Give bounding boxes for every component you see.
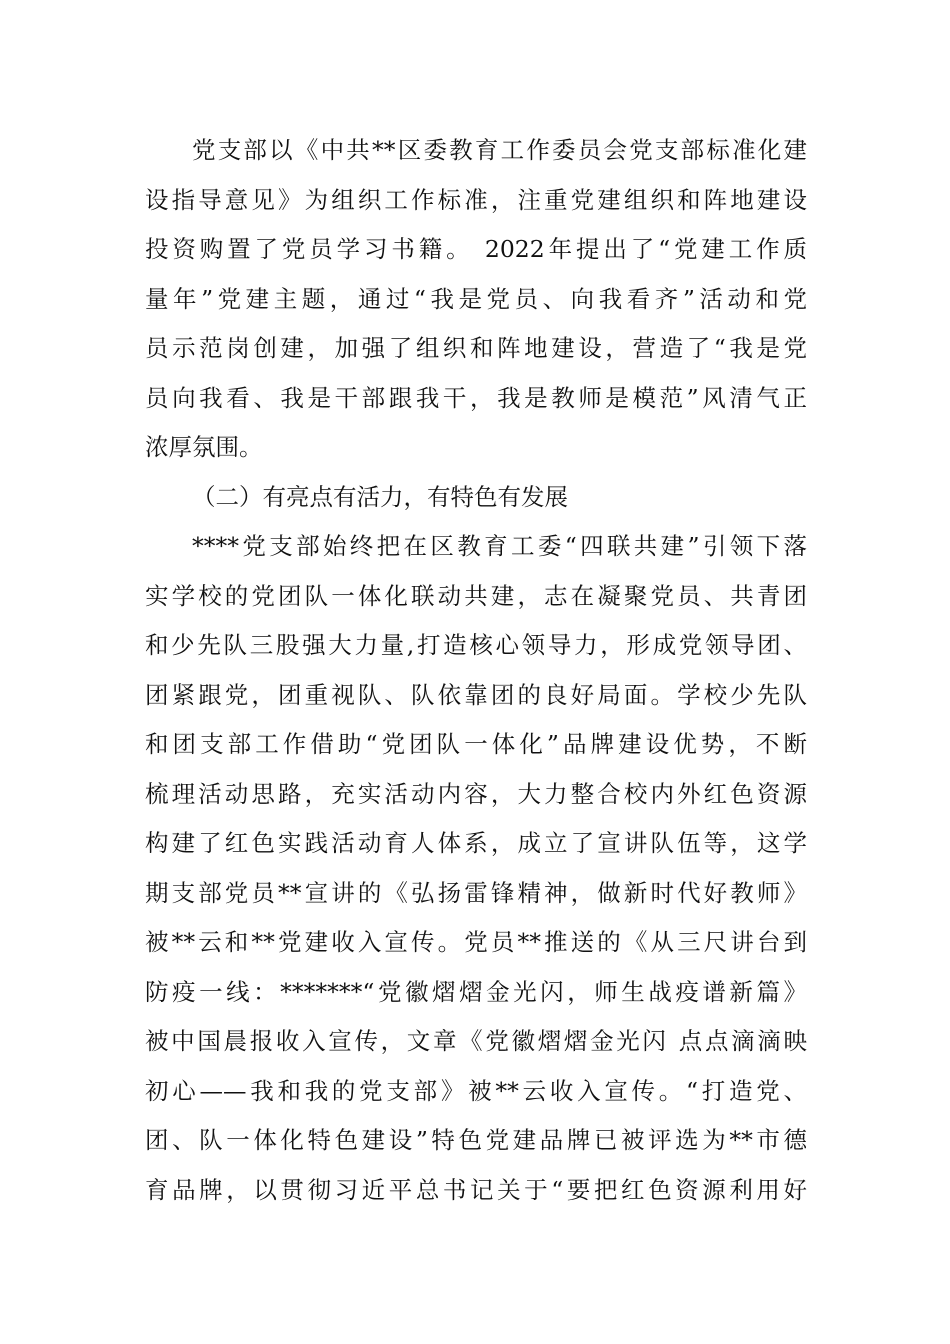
paragraph-2-line-3: 和少先队三股强大力量,打造核心领导力，形成党领导团、 [145, 631, 807, 659]
paragraph-2-line-14: 育品牌，以贯彻习近平总书记关于“要把红色资源利用好 [145, 1175, 807, 1204]
paragraph-2-line-13: 团、队一体化特色建设”特色党建品牌已被评选为**市德 [145, 1126, 807, 1154]
paragraph-2-line-11: 被中国晨报收入宣传，文章《党徽熠熠金光闪 点点滴滴映 [145, 1027, 807, 1055]
paragraph-1-line-5: 员示范岗创建，加强了组织和阵地建设，营造了“我是党 [145, 334, 807, 362]
paragraph-1-line-4: 量年”党建主题，通过“我是党员、向我看齐”活动和党 [145, 284, 807, 313]
paragraph-2-line-4: 团紧跟党，团重视队、队依靠团的良好局面。学校少先队 [145, 680, 807, 709]
paragraph-2-line-7: 构建了红色实践活动育人体系，成立了宣讲队伍等，这学 [145, 829, 807, 857]
section-heading: （二）有亮点有活力，有特色有发展 [192, 482, 568, 511]
paragraph-1-line-7: 浓厚氛围。 [145, 433, 263, 461]
paragraph-2-line-1: ****党支部始终把在区教育工委“四联共建”引领下落 [192, 532, 807, 560]
paragraph-1-line-2: 设指导意见》为组织工作标准，注重党建组织和阵地建设 [145, 185, 807, 214]
paragraph-2-line-10: 防疫一线：*******“党徽熠熠金光闪，师生战疫谱新篇》 [145, 977, 807, 1006]
paragraph-2-line-9: 被**云和**党建收入宣传。党员**推送的《从三尺讲台到 [145, 928, 807, 956]
paragraph-2-line-5: 和团支部工作借助“党团队一体化”品牌建设优势，不断 [145, 730, 807, 758]
paragraph-2-line-12: 初心——我和我的党支部》被**云收入宣传。“打造党、 [145, 1076, 807, 1105]
paragraph-1-line-6: 员向我看、我是干部跟我干，我是教师是模范”风清气正 [145, 383, 807, 412]
document-body [145, 126, 807, 1215]
paragraph-1-line-3: 投资购置了党员学习书籍。 2022年提出了“党建工作质 [145, 235, 807, 263]
paragraph-1-line-1: 党支部以《中共**区委教育工作委员会党支部标准化建 [192, 136, 807, 164]
paragraph-2-line-8: 期支部党员**宣讲的《弘扬雷锋精神，做新时代好教师》 [145, 878, 807, 907]
paragraph-2-line-6: 梳理活动思路，充实活动内容，大力整合校内外红色资源 [145, 779, 807, 808]
paragraph-2-line-2: 实学校的党团队一体化联动共建，志在凝聚党员、共青团 [145, 581, 807, 610]
